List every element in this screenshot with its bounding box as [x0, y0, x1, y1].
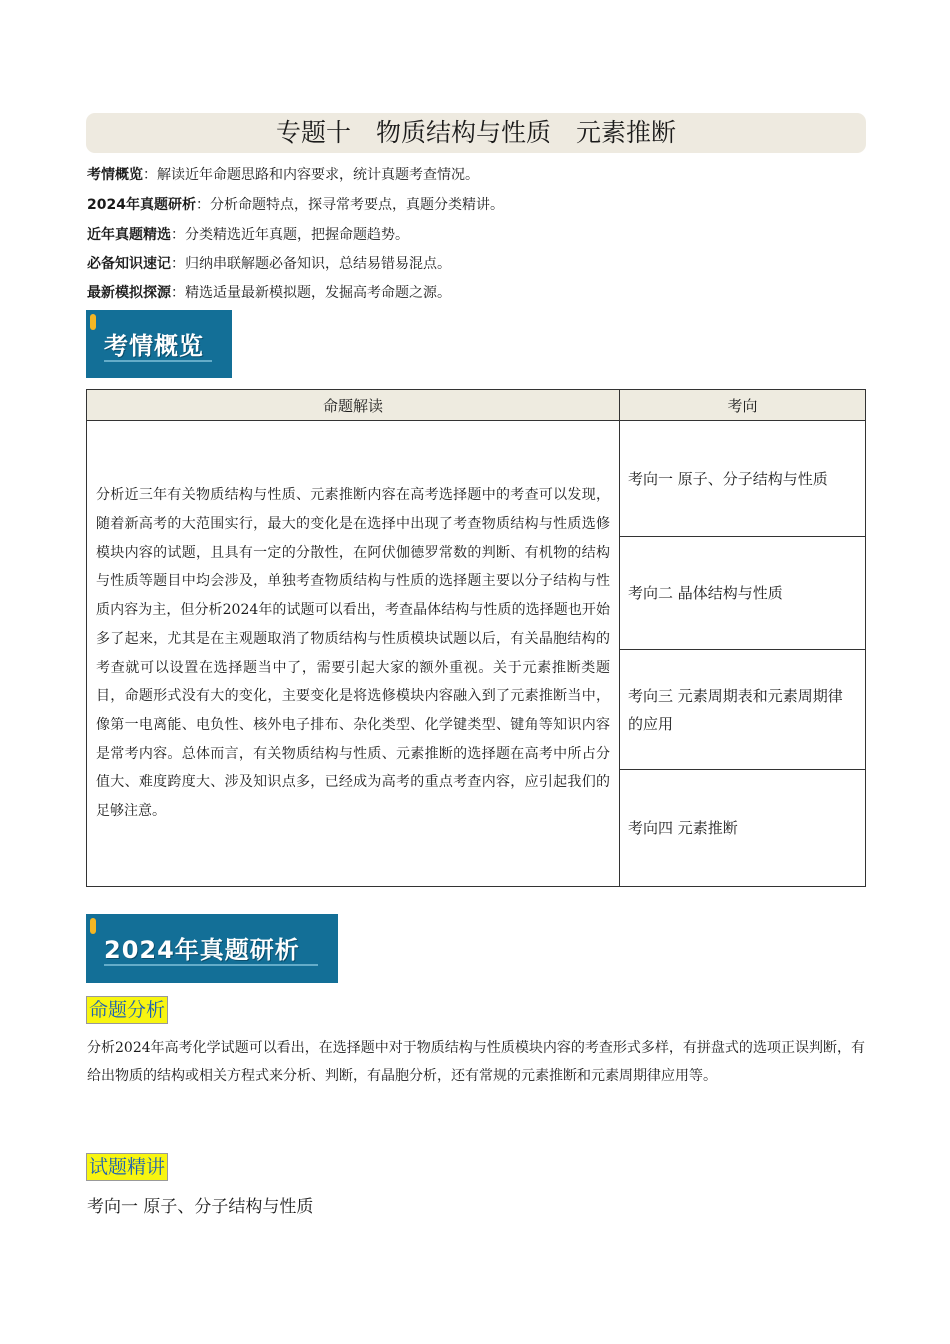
analysis-cell: 分析近三年有关物质结构与性质、元素推断内容在高考选择题中的考查可以发现，随着新高考的大范围实行，最大的变化是在选择中出现了考查物质结构与性质选修模块内容的试题，且具有一定的分散性，在阿伏伽德罗常数的判断、有机物的结构与性质等题目中均会涉及，单独考查物质结构与性质的选择题主要以分子结构与性质内容为主，但分析2024年的试题可以看出，考查晶体结构与性质的选择题也开始多了起来，尤其是在主观题取消了物质结构与性质模块试题以后，有关晶胞结构的考查就可以设置在选择题当中了，需要引起大家的额外重视。关于元素推断类题目，命题形式没有大的变化，主要变化是将选修模块内容融入到了元素推断当中，像第一电离能、电负性、核外电子排布、杂化类型、化学键类型、键角等知识内容是常考内容。总体而言，有关物质结构与性质、元素推断的选择题在高考中所占分值大、难度跨度大、涉及知识点多，已经成为高考的重点考查内容，应引起我们的足够注意。: [87, 421, 620, 887]
subheading-direction-1: 考向一 原子、分子结构与性质: [87, 1197, 314, 1217]
badge-label: 考情概览: [104, 332, 204, 360]
badge-underline: [104, 964, 318, 966]
table-header-direction: 考向: [620, 390, 866, 421]
badge-tab-decoration: [90, 314, 96, 330]
analysis-paragraph: 分析2024年高考化学试题可以看出，在选择题中对于物质结构与性质模块内容的考查形式多样，有拼盘式的选项正误判断，有给出物质的结构或相关方程式来分析、判断，有晶胞分析，还有常规的元素推断和元素周期律应用等。: [87, 1040, 865, 1084]
table-header-analysis: 命题解读: [87, 390, 620, 421]
overview-table: [86, 389, 866, 887]
page-title: 专题十 物质结构与性质 元素推断: [86, 113, 866, 153]
intro-label: 考情概览: [87, 167, 143, 183]
highlight-heading-analysis: 命题分析: [86, 996, 168, 1024]
badge-label: 2024年真题研析: [104, 936, 300, 964]
direction-cell-2: 考向二 晶体结构与性质: [620, 537, 866, 650]
intro-line-2: [87, 195, 504, 215]
intro-text: ：归纳串联解题必备知识，总结易错易混点。: [171, 256, 451, 272]
section-badge-analysis: [86, 914, 338, 983]
intro-label: 近年真题精选: [87, 227, 171, 243]
intro-text: ：解读近年命题思路和内容要求，统计真题考查情况。: [143, 167, 479, 183]
intro-label: 必备知识速记: [87, 256, 171, 272]
intro-line-4: [87, 254, 451, 274]
intro-label: 最新模拟探源: [87, 285, 171, 301]
intro-line-3: [87, 225, 409, 245]
intro-text: ：分析命题特点，探寻常考要点，真题分类精讲。: [195, 197, 504, 213]
direction-cell-3: 考向三 元素周期表和元素周期律的应用: [620, 650, 866, 770]
badge-underline: [104, 360, 212, 362]
intro-text: ：分类精选近年真题，把握命题趋势。: [171, 227, 409, 243]
direction-cell-4: 考向四 元素推断: [620, 770, 866, 887]
badge-tab-decoration: [90, 918, 96, 934]
direction-cell-1: 考向一 原子、分子结构与性质: [620, 421, 866, 537]
highlight-heading-explanation: 试题精讲: [86, 1153, 168, 1181]
intro-label: 2024年真题研析: [87, 197, 196, 213]
intro-line-1: [87, 165, 479, 185]
intro-line-5: [87, 283, 451, 303]
section-badge-overview: [86, 310, 232, 378]
intro-text: ：精选适量最新模拟题，发掘高考命题之源。: [171, 285, 451, 301]
